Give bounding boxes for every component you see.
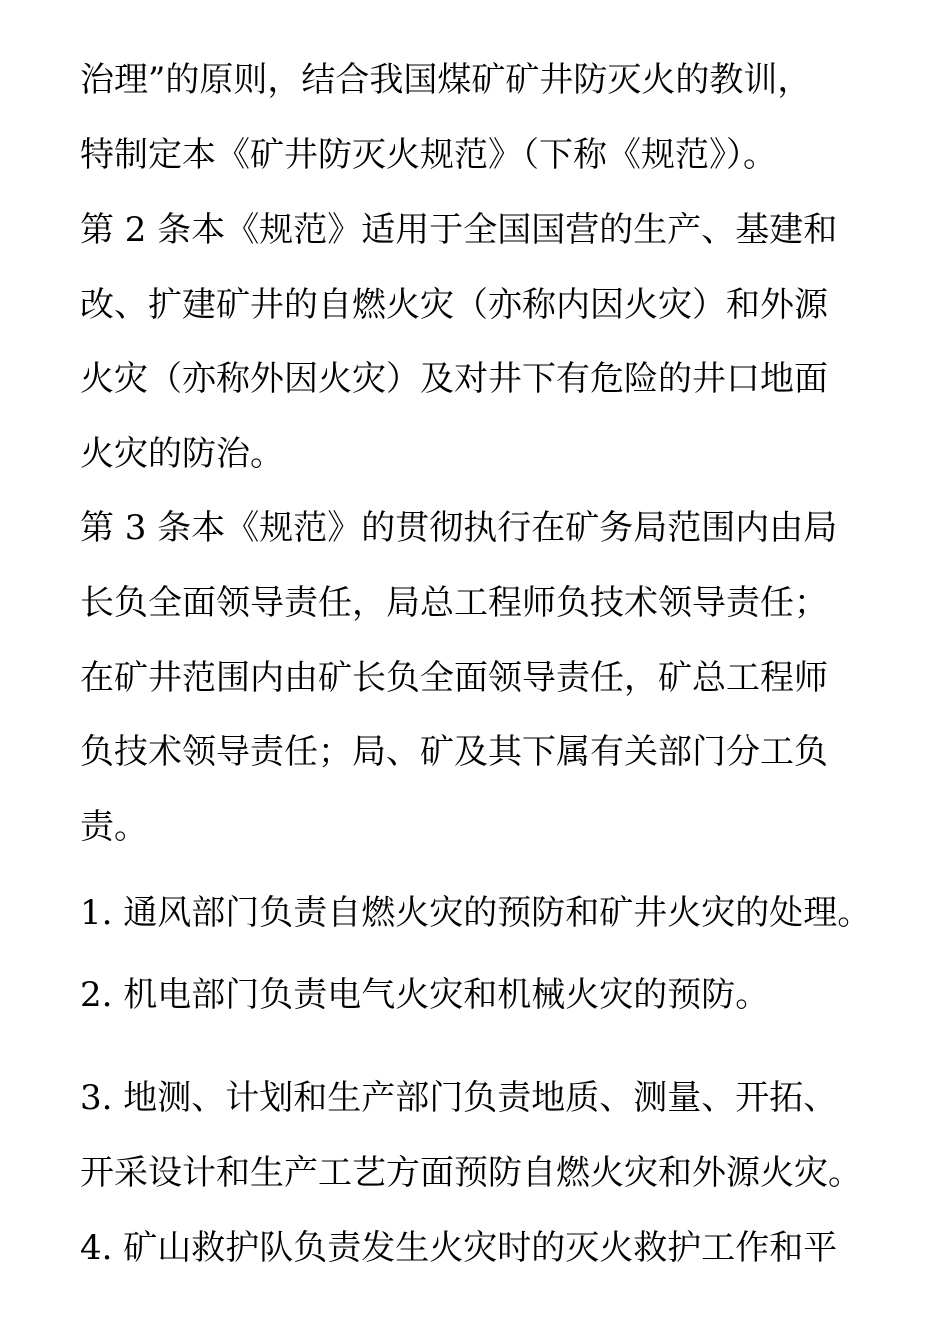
list-item-3-continued: 开采设计和生产工艺方面预防自燃火灾和外源火灾。 (80, 1153, 862, 1193)
list-item-3: 3. 地测、计划和生产部门负责地质、测量、开拓、 (80, 1078, 838, 1118)
text-line-4: 改、扩建矿井的自燃火灾（亦称内因火灾）和外源 (80, 285, 828, 325)
list-item-2: 2. 机电部门负责电气火灾和机械火灾的预防。 (80, 975, 770, 1015)
text-line-6: 火灾的防治。 (80, 434, 284, 474)
text-line-5: 火灾（亦称外因火灾）及对井下有危险的井口地面 (80, 359, 828, 399)
list-item-4: 4. 矿山救护队负责发生火灾时的灭火救护工作和平 (80, 1228, 838, 1268)
text-line-11: 责。 (80, 807, 148, 847)
text-line-1: 治理”的原则，结合我国煤矿矿井防灭火的教训， (80, 60, 812, 100)
text-line-8: 长负全面领导责任，局总工程师负技术领导责任； (80, 583, 828, 623)
list-item-1: 1. 通风部门负责自燃火灾的预防和矿井火灾的处理。 (80, 893, 872, 933)
text-line-7: 第 3 条本《规范》的贯彻执行在矿务局范围内由局 (80, 508, 838, 548)
text-line-3: 第 2 条本《规范》适用于全国国营的生产、基建和 (80, 210, 838, 250)
text-line-2: 特制定本《矿井防灭火规范》（下称《规范》）。 (80, 135, 777, 175)
text-line-10: 负技术领导责任；局、矿及其下属有关部门分工负 (80, 732, 828, 772)
text-line-9: 在矿井范围内由矿长负全面领导责任，矿总工程师 (80, 658, 828, 698)
